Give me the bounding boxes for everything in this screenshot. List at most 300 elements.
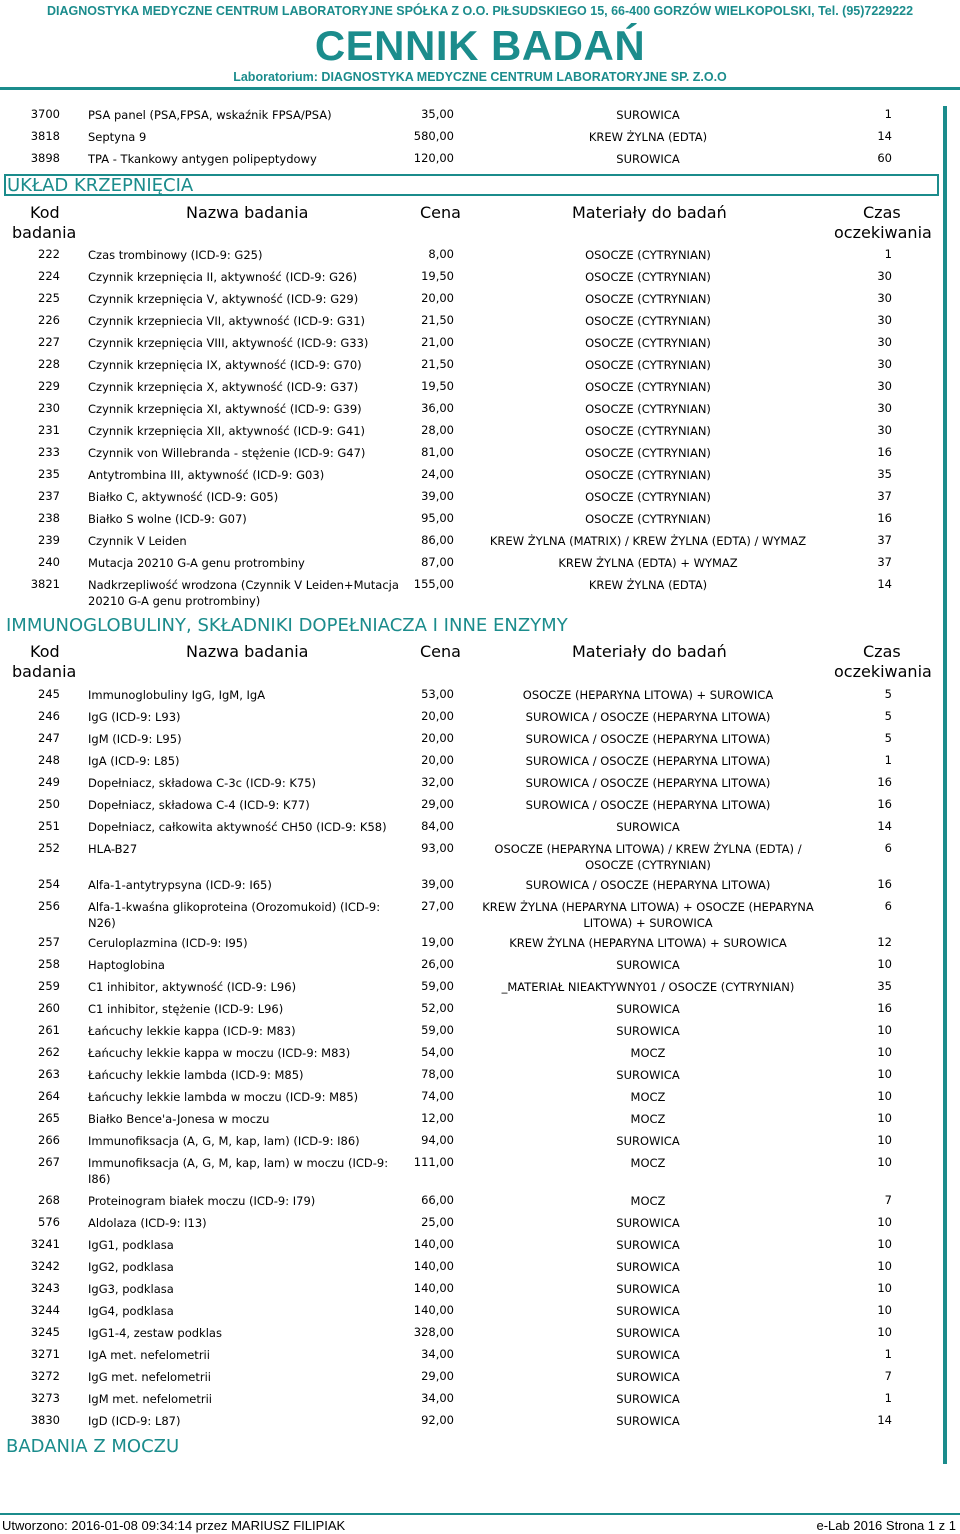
test-name: PSA panel (PSA,FPSA, wskaźnik FPSA/PSA) xyxy=(88,108,332,122)
table-row xyxy=(0,247,940,269)
test-price: 78,00 xyxy=(421,1067,454,1081)
test-name: C1 inhibitor, aktywność (ICD-9: L96) xyxy=(88,980,297,994)
test-material: SUROWICA xyxy=(616,1392,680,1406)
test-name: Immunofiksacja (A, G, M, kap, lam) w moczu (ICD-9: I86) xyxy=(88,1156,389,1186)
table-row xyxy=(0,957,940,979)
waiting-time: 30 xyxy=(877,357,892,371)
waiting-time: 30 xyxy=(877,269,892,283)
test-price: 26,00 xyxy=(421,957,454,971)
table-row xyxy=(0,335,940,357)
test-code: 235 xyxy=(38,467,60,481)
test-code: 3271 xyxy=(30,1347,60,1361)
waiting-time: 7 xyxy=(884,1369,892,1383)
test-code: 259 xyxy=(38,979,60,993)
test-code: 249 xyxy=(38,775,60,789)
test-price: 34,00 xyxy=(421,1391,454,1405)
waiting-time: 35 xyxy=(877,467,892,481)
column-headers xyxy=(0,203,940,243)
waiting-time: 35 xyxy=(877,979,892,993)
test-name: Czas trombinowy (ICD-9: G25) xyxy=(88,248,263,262)
test-code: 250 xyxy=(38,797,60,811)
waiting-time: 16 xyxy=(877,775,892,789)
table-row xyxy=(0,1089,940,1111)
test-material: SUROWICA xyxy=(616,820,680,834)
table-row xyxy=(0,1023,940,1045)
table-row xyxy=(0,533,940,555)
table-row xyxy=(0,555,940,577)
test-name: Czynnik krzepnięcia VIII, aktywność (ICD-9: G33) xyxy=(88,336,369,350)
test-code: 264 xyxy=(38,1089,60,1103)
col-time-2: oczekiwania xyxy=(834,662,932,681)
test-code: 226 xyxy=(38,313,60,327)
test-name: Septyna 9 xyxy=(88,130,147,144)
test-code: 245 xyxy=(38,687,60,701)
test-code: 576 xyxy=(38,1215,60,1229)
test-price: 20,00 xyxy=(421,709,454,723)
waiting-time: 30 xyxy=(877,313,892,327)
test-code: 3241 xyxy=(30,1237,60,1251)
test-price: 93,00 xyxy=(421,841,454,855)
test-price: 21,50 xyxy=(421,313,454,327)
test-material: OSOCZE (CYTRYNIAN) xyxy=(585,446,711,460)
waiting-time: 1 xyxy=(884,247,892,261)
table-row xyxy=(0,819,940,841)
table-row xyxy=(0,797,940,819)
waiting-time: 10 xyxy=(877,1111,892,1125)
test-price: 21,00 xyxy=(421,335,454,349)
waiting-time: 5 xyxy=(884,731,892,745)
waiting-time: 1 xyxy=(884,1391,892,1405)
table-row xyxy=(0,357,940,379)
waiting-time: 10 xyxy=(877,1303,892,1317)
test-material: SUROWICA xyxy=(616,108,680,122)
test-material: SUROWICA xyxy=(616,1348,680,1362)
section-title: UKŁAD KRZEPNIĘCIA xyxy=(7,175,194,196)
waiting-time: 1 xyxy=(884,753,892,767)
table-row xyxy=(0,841,940,872)
table-row xyxy=(0,1111,940,1133)
test-material: SUROWICA / OSOCZE (HEPARYNA LITOWA) xyxy=(525,754,771,768)
test-name: IgG3, podklasa xyxy=(88,1282,174,1296)
test-material: SUROWICA xyxy=(616,1304,680,1318)
test-name: IgA met. nefelometrii xyxy=(88,1348,210,1362)
test-price: 19,50 xyxy=(421,379,454,393)
test-name: Dopełniacz, składowa C-3c (ICD-9: K75) xyxy=(88,776,317,790)
table-row xyxy=(0,1155,940,1186)
test-material: KREW ŻYLNA (EDTA) xyxy=(588,130,708,144)
test-name: TPA - Tkankowy antygen polipeptydowy xyxy=(88,152,317,166)
test-code: 228 xyxy=(38,357,60,371)
table-row xyxy=(0,1045,940,1067)
test-code: 248 xyxy=(38,753,60,767)
test-price: 39,00 xyxy=(421,489,454,503)
test-material: SUROWICA xyxy=(616,1068,680,1082)
col-name: Nazwa badania xyxy=(186,642,309,661)
test-price: 74,00 xyxy=(421,1089,454,1103)
test-material: MOCZ xyxy=(630,1090,666,1104)
waiting-time: 37 xyxy=(877,555,892,569)
test-code: 258 xyxy=(38,957,60,971)
test-code: 3243 xyxy=(30,1281,60,1295)
waiting-time: 10 xyxy=(877,1259,892,1273)
col-code-2: badania xyxy=(12,223,77,242)
test-material: KREW ŻYLNA (EDTA) xyxy=(588,578,708,592)
table-row xyxy=(0,489,940,511)
test-material: KREW ŻYLNA (HEPARYNA LITOWA) + OSOCZE (HEPARYNA LITOWA) + SUROWICA xyxy=(482,900,814,930)
test-name: IgA (ICD-9: L85) xyxy=(88,754,180,768)
test-material: OSOCZE (CYTRYNIAN) xyxy=(585,248,711,262)
test-material: SUROWICA xyxy=(616,1370,680,1384)
test-price: 580,00 xyxy=(413,129,454,143)
waiting-time: 14 xyxy=(877,577,892,591)
waiting-time: 30 xyxy=(877,379,892,393)
laboratory-line: Laboratorium: DIAGNOSTYKA MEDYCZNE CENTRUM LABORATORYJNE SP. Z.O.O xyxy=(233,70,727,84)
test-price: 140,00 xyxy=(413,1237,454,1251)
test-code: 227 xyxy=(38,335,60,349)
test-material: OSOCZE (CYTRYNIAN) xyxy=(585,292,711,306)
test-price: 111,00 xyxy=(413,1155,454,1169)
test-code: 252 xyxy=(38,841,60,855)
col-price: Cena xyxy=(420,642,461,661)
table-row xyxy=(0,401,940,423)
test-name: Proteinogram białek moczu (ICD-9: I79) xyxy=(88,1194,316,1208)
test-material: SUROWICA xyxy=(616,152,680,166)
test-code: 229 xyxy=(38,379,60,393)
test-material: OSOCZE (CYTRYNIAN) xyxy=(585,314,711,328)
test-name: Czynnik krzepnięcia XII, aktywność (ICD-9: G41) xyxy=(88,424,366,438)
table-row xyxy=(0,1133,940,1155)
test-material: SUROWICA xyxy=(616,958,680,972)
test-name: Białko S wolne (ICD-9: G07) xyxy=(88,512,247,526)
test-name: IgG1-4, zestaw podklas xyxy=(88,1326,222,1340)
test-price: 84,00 xyxy=(421,819,454,833)
waiting-time: 16 xyxy=(877,511,892,525)
table-row xyxy=(0,1067,940,1089)
test-name: Białko Bence'a-Jonesa w moczu xyxy=(88,1112,270,1126)
waiting-time: 12 xyxy=(877,935,892,949)
test-name: Czynnik V Leiden xyxy=(88,534,187,548)
test-material: KREW ŻYLNA (EDTA) + WYMAZ xyxy=(558,556,738,570)
col-code-1: Kod xyxy=(30,203,60,222)
test-price: 34,00 xyxy=(421,1347,454,1361)
test-price: 140,00 xyxy=(413,1281,454,1295)
col-code-2: badania xyxy=(12,662,77,681)
waiting-time: 16 xyxy=(877,1001,892,1015)
test-material: OSOCZE (CYTRYNIAN) xyxy=(585,402,711,416)
test-material: OSOCZE (CYTRYNIAN) xyxy=(585,424,711,438)
test-material: OSOCZE (CYTRYNIAN) xyxy=(585,380,711,394)
table-row xyxy=(0,1281,940,1303)
test-material: OSOCZE (CYTRYNIAN) xyxy=(585,512,711,526)
test-name: Dopełniacz, całkowita aktywność CH50 (ICD-9: K58) xyxy=(88,820,387,834)
test-name: Antytrombina III, aktywność (ICD-9: G03) xyxy=(88,468,325,482)
company-info-line: DIAGNOSTYKA MEDYCZNE CENTRUM LABORATORYJNE SPÓŁKA Z O.O. PIŁSUDSKIEGO 15, 66-400 GORZÓW WIELKOPOLSKI, Tel. (95)7229222 xyxy=(46,4,914,18)
test-code: 260 xyxy=(38,1001,60,1015)
waiting-time: 37 xyxy=(877,533,892,547)
test-material: SUROWICA / OSOCZE (HEPARYNA LITOWA) xyxy=(525,710,771,724)
column-headers xyxy=(0,642,940,682)
test-material: MOCZ xyxy=(630,1194,666,1208)
waiting-time: 10 xyxy=(877,1023,892,1037)
test-price: 52,00 xyxy=(421,1001,454,1015)
table-row xyxy=(0,379,940,401)
test-name: IgD (ICD-9: L87) xyxy=(88,1414,181,1428)
test-price: 59,00 xyxy=(421,979,454,993)
test-material: KREW ŻYLNA (HEPARYNA LITOWA) + SUROWICA xyxy=(509,936,787,950)
test-name: IgM (ICD-9: L95) xyxy=(88,732,182,746)
test-name: Czynnik von Willebranda - stężenie (ICD-9: G47) xyxy=(88,446,366,460)
test-material: _MATERIAŁ NIEAKTYWNY01 / OSOCZE (CYTRYNIAN) xyxy=(501,980,795,994)
test-code: 3242 xyxy=(30,1259,60,1273)
test-price: 35,00 xyxy=(421,107,454,121)
test-code: 230 xyxy=(38,401,60,415)
test-code: 3273 xyxy=(30,1391,60,1405)
test-material: SUROWICA xyxy=(616,1002,680,1016)
test-material: SUROWICA / OSOCZE (HEPARYNA LITOWA) xyxy=(525,732,771,746)
waiting-time: 10 xyxy=(877,1067,892,1081)
test-name: Czynnik krzepnięcia V, aktywność (ICD-9: G29) xyxy=(88,292,359,306)
test-price: 94,00 xyxy=(421,1133,454,1147)
waiting-time: 16 xyxy=(877,445,892,459)
waiting-time: 5 xyxy=(884,687,892,701)
test-code: 3244 xyxy=(30,1303,60,1317)
table-row xyxy=(0,291,940,313)
test-code: 3245 xyxy=(30,1325,60,1339)
table-row xyxy=(0,687,940,709)
test-material: SUROWICA xyxy=(616,1260,680,1274)
table-row xyxy=(0,1413,940,1435)
test-material: SUROWICA xyxy=(616,1414,680,1428)
test-name: Łańcuchy lekkie kappa w moczu (ICD-9: M83) xyxy=(88,1046,351,1060)
test-price: 92,00 xyxy=(421,1413,454,1427)
waiting-time: 1 xyxy=(884,107,892,121)
test-name: Łańcuchy lekkie kappa (ICD-9: M83) xyxy=(88,1024,296,1038)
test-material: OSOCZE (HEPARYNA LITOWA) / KREW ŻYLNA (EDTA) / OSOCZE (CYTRYNIAN) xyxy=(494,842,802,872)
col-material: Materiały do badań xyxy=(572,203,727,222)
test-price: 140,00 xyxy=(413,1303,454,1317)
test-code: 222 xyxy=(38,247,60,261)
table-row xyxy=(0,1347,940,1369)
table-row xyxy=(0,935,940,957)
test-price: 21,50 xyxy=(421,357,454,371)
test-price: 54,00 xyxy=(421,1045,454,1059)
test-code: 262 xyxy=(38,1045,60,1059)
waiting-time: 16 xyxy=(877,797,892,811)
test-name: IgG2, podklasa xyxy=(88,1260,174,1274)
table-row xyxy=(0,511,940,533)
table-row xyxy=(0,1369,940,1391)
test-name: Nadkrzepliwość wrodzona (Czynnik V Leiden+Mutacja 20210 G-A genu protrombiny) xyxy=(88,578,399,608)
waiting-time: 30 xyxy=(877,291,892,305)
waiting-time: 16 xyxy=(877,877,892,891)
test-price: 19,00 xyxy=(421,935,454,949)
waiting-time: 30 xyxy=(877,335,892,349)
test-name: Białko C, aktywność (ICD-9: G05) xyxy=(88,490,279,504)
test-name: C1 inhibitor, stężenie (ICD-9: L96) xyxy=(88,1002,284,1016)
test-name: Łańcuchy lekkie lambda (ICD-9: M85) xyxy=(88,1068,304,1082)
test-name: Czynnik krzepnięcia X, aktywność (ICD-9: G37) xyxy=(88,380,359,394)
footer-page-info: e-Lab 2016 Strona 1 z 1 xyxy=(816,1518,956,1533)
waiting-time: 60 xyxy=(877,151,892,165)
col-time-2: oczekiwania xyxy=(834,223,932,242)
test-price: 8,00 xyxy=(428,247,454,261)
test-code: 225 xyxy=(38,291,60,305)
test-code: 251 xyxy=(38,819,60,833)
waiting-time: 5 xyxy=(884,709,892,723)
table-row xyxy=(0,577,940,608)
test-price: 25,00 xyxy=(421,1215,454,1229)
test-material: SUROWICA / OSOCZE (HEPARYNA LITOWA) xyxy=(525,878,771,892)
col-name: Nazwa badania xyxy=(186,203,309,222)
table-row xyxy=(0,107,940,129)
test-material: SUROWICA xyxy=(616,1216,680,1230)
test-code: 256 xyxy=(38,899,60,913)
test-price: 20,00 xyxy=(421,291,454,305)
test-name: Dopełniacz, składowa C-4 (ICD-9: K77) xyxy=(88,798,310,812)
test-code: 224 xyxy=(38,269,60,283)
test-code: 237 xyxy=(38,489,60,503)
table-row xyxy=(0,269,940,291)
waiting-time: 10 xyxy=(877,1155,892,1169)
test-price: 20,00 xyxy=(421,753,454,767)
waiting-time: 30 xyxy=(877,401,892,415)
test-material: MOCZ xyxy=(630,1046,666,1060)
test-name: IgG1, podklasa xyxy=(88,1238,174,1252)
table-row xyxy=(0,1325,940,1347)
table-row xyxy=(0,775,940,797)
col-time-1: Czas xyxy=(863,642,901,661)
test-name: Czynnik krzepnięcia II, aktywność (ICD-9: G26) xyxy=(88,270,358,284)
waiting-time: 6 xyxy=(884,899,892,913)
table-row xyxy=(0,1001,940,1023)
col-time-1: Czas xyxy=(863,203,901,222)
test-code: 246 xyxy=(38,709,60,723)
col-price: Cena xyxy=(420,203,461,222)
test-price: 12,00 xyxy=(421,1111,454,1125)
test-code: 3898 xyxy=(30,151,60,165)
test-name: IgG4, podklasa xyxy=(88,1304,174,1318)
waiting-time: 10 xyxy=(877,1133,892,1147)
test-name: IgG (ICD-9: L93) xyxy=(88,710,181,724)
test-code: 240 xyxy=(38,555,60,569)
test-price: 53,00 xyxy=(421,687,454,701)
table-row xyxy=(0,877,940,899)
test-price: 29,00 xyxy=(421,797,454,811)
test-material: KREW ŻYLNA (MATRIX) / KREW ŻYLNA (EDTA) / WYMAZ xyxy=(489,534,807,548)
table-row xyxy=(0,731,940,753)
waiting-time: 37 xyxy=(877,489,892,503)
table-row xyxy=(0,151,940,173)
waiting-time: 10 xyxy=(877,1325,892,1339)
section-header-coagulation xyxy=(4,174,939,196)
test-name: Czynnik krzepnięcia IX, aktywność (ICD-9: G70) xyxy=(88,358,362,372)
test-material: MOCZ xyxy=(630,1112,666,1126)
test-code: 268 xyxy=(38,1193,60,1207)
test-code: 3272 xyxy=(30,1369,60,1383)
test-name: Immunofiksacja (A, G, M, kap, lam) (ICD-9: I86) xyxy=(88,1134,360,1148)
test-code: 3700 xyxy=(30,107,60,121)
test-material: OSOCZE (CYTRYNIAN) xyxy=(585,270,711,284)
test-name: Łańcuchy lekkie lambda w moczu (ICD-9: M85) xyxy=(88,1090,359,1104)
test-code: 263 xyxy=(38,1067,60,1081)
test-name: Haptoglobina xyxy=(88,958,165,972)
test-code: 247 xyxy=(38,731,60,745)
test-material: OSOCZE (CYTRYNIAN) xyxy=(585,358,711,372)
test-code: 257 xyxy=(38,935,60,949)
footer-created: Utworzono: 2016-01-08 09:34:14 przez MARIUSZ FILIPIAK xyxy=(2,1518,346,1533)
waiting-time: 14 xyxy=(877,1413,892,1427)
table-row xyxy=(0,979,940,1001)
test-name: Mutacja 20210 G-A genu protrombiny xyxy=(88,556,305,570)
page-title: CENNIK BADAŃ xyxy=(314,22,646,69)
test-material: SUROWICA / OSOCZE (HEPARYNA LITOWA) xyxy=(525,798,771,812)
test-name: Czynnik krzepniecia VII, aktywność (ICD-9: G31) xyxy=(88,314,366,328)
table-row xyxy=(0,1259,940,1281)
waiting-time: 10 xyxy=(877,1237,892,1251)
test-price: 140,00 xyxy=(413,1259,454,1273)
waiting-time: 10 xyxy=(877,1045,892,1059)
table-row xyxy=(0,1303,940,1325)
waiting-time: 1 xyxy=(884,1347,892,1361)
waiting-time: 10 xyxy=(877,1089,892,1103)
col-material: Materiały do badań xyxy=(572,642,727,661)
test-price: 59,00 xyxy=(421,1023,454,1037)
test-name: Ceruloplazmina (ICD-9: I95) xyxy=(88,936,248,950)
footer-divider xyxy=(0,1513,960,1515)
table-row xyxy=(0,753,940,775)
table-row xyxy=(0,423,940,445)
waiting-time: 30 xyxy=(877,423,892,437)
waiting-time: 10 xyxy=(877,957,892,971)
test-material: MOCZ xyxy=(630,1156,666,1170)
table-row xyxy=(0,1193,940,1215)
test-material: SUROWICA xyxy=(616,1134,680,1148)
test-name: IgG met. nefelometrii xyxy=(88,1370,211,1384)
table-row xyxy=(0,313,940,335)
table-row xyxy=(0,1237,940,1259)
test-name: IgM met. nefelometrii xyxy=(88,1392,212,1406)
table-row xyxy=(0,467,940,489)
test-material: OSOCZE (HEPARYNA LITOWA) + SUROWICA xyxy=(522,688,774,702)
test-price: 86,00 xyxy=(421,533,454,547)
test-price: 36,00 xyxy=(421,401,454,415)
test-material: OSOCZE (CYTRYNIAN) xyxy=(585,336,711,350)
waiting-time: 10 xyxy=(877,1281,892,1295)
header-divider xyxy=(0,87,960,90)
test-code: 266 xyxy=(38,1133,60,1147)
test-material: SUROWICA xyxy=(616,1282,680,1296)
table-row xyxy=(0,899,940,930)
section-title-urine: BADANIA Z MOCZU xyxy=(6,1436,180,1457)
test-price: 66,00 xyxy=(421,1193,454,1207)
test-price: 39,00 xyxy=(421,877,454,891)
test-price: 24,00 xyxy=(421,467,454,481)
test-code: 231 xyxy=(38,423,60,437)
test-name: Aldolaza (ICD-9: I13) xyxy=(88,1216,207,1230)
waiting-time: 7 xyxy=(884,1193,892,1207)
test-material: SUROWICA / OSOCZE (HEPARYNA LITOWA) xyxy=(525,776,771,790)
test-material: SUROWICA xyxy=(616,1238,680,1252)
test-code: 3830 xyxy=(30,1413,60,1427)
test-price: 32,00 xyxy=(421,775,454,789)
test-code: 254 xyxy=(38,877,60,891)
test-name: HLA-B27 xyxy=(88,842,138,856)
test-material: OSOCZE (CYTRYNIAN) xyxy=(585,468,711,482)
section-title-immunoglobulins: IMMUNOGLOBULINY, SKŁADNIKI DOPEŁNIACZA I INNE ENZYMY xyxy=(6,615,568,636)
test-material: OSOCZE (CYTRYNIAN) xyxy=(585,490,711,504)
test-name: Czynnik krzepnięcia XI, aktywność (ICD-9: G39) xyxy=(88,402,362,416)
test-name: Alfa-1-kwaśna glikoproteina (Orozomukoid) (ICD-9: N26) xyxy=(88,900,381,930)
